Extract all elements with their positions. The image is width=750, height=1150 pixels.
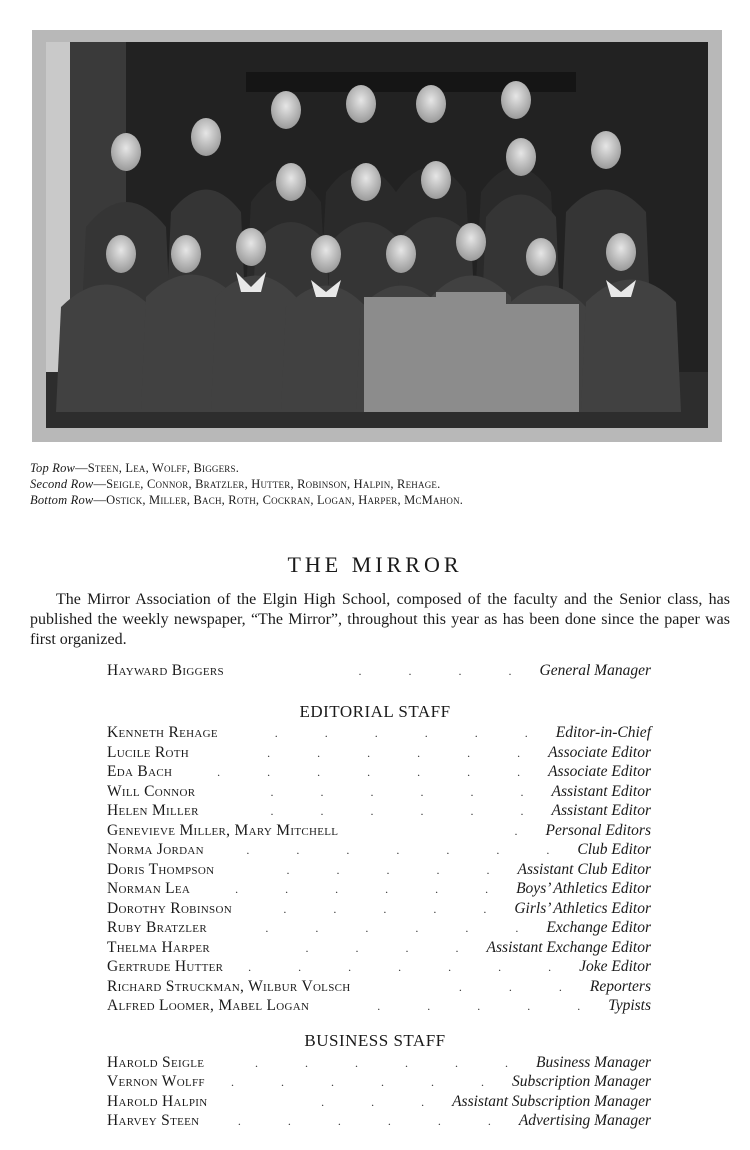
staff-role: Associate Editor	[548, 744, 651, 761]
staff-name: Norman Lea	[107, 880, 191, 897]
leader-dots: . . . . . . .	[248, 960, 574, 974]
editorial-staff-heading: EDITORIAL STAFF	[299, 702, 451, 721]
leader-dots: . . .	[321, 1095, 447, 1109]
leader-dots: . . . . . . .	[217, 765, 543, 779]
staff-role: Assistant Editor	[551, 783, 651, 800]
staff-role: Assistant Exchange Editor	[486, 939, 651, 956]
list-item	[107, 938, 651, 958]
leader-dots: . . . . . .	[230, 1075, 506, 1089]
leader-dots: . . . . . .	[270, 804, 546, 818]
staff-role: Typists	[608, 997, 651, 1014]
list-item	[107, 782, 651, 802]
caption-row-top: Top Row—Steen, Lea, Wolff, Biggers.	[30, 461, 240, 475]
caption-row-bottom: Bottom Row—Ostick, Miller, Bach, Roth, Cockran, Logan, Harper, McMahon.	[30, 493, 464, 507]
staff-name: Doris Thompson	[107, 861, 215, 878]
staff-role: Reporters	[589, 978, 651, 995]
leader-dots: . . . . .	[283, 902, 509, 916]
staff-role: Joke Editor	[579, 958, 651, 975]
leader-dots: . . . . . .	[237, 1114, 513, 1128]
group-photo	[46, 42, 708, 428]
list-item	[107, 1092, 651, 1112]
leader-dots: . . . . . .	[274, 726, 550, 740]
staff-role: Club Editor	[577, 841, 651, 858]
staff-role: Personal Editors	[545, 822, 651, 839]
list-item	[107, 723, 651, 743]
staff-role: Assistant Subscription Manager	[452, 1093, 651, 1110]
staff-role: Girls’ Athletics Editor	[514, 900, 651, 917]
staff-name: Harold Seigle	[107, 1054, 205, 1071]
group-photo-illustration	[46, 42, 708, 428]
leader-dots: . . . . . .	[270, 785, 546, 799]
intro-paragraph: The Mirror Association of the Elgin High School, composed of the faculty and the Senior class, has published the weekly newspaper, “The Mirror”, throughout this year as has been done since the paper was first organized.	[30, 591, 730, 648]
staff-name: Harold Halpin	[107, 1093, 208, 1110]
photo-caption	[30, 460, 730, 508]
staff-role: Exchange Editor	[546, 919, 651, 936]
page-title: THE MIRROR	[287, 552, 463, 577]
staff-role: Assistant Editor	[551, 802, 651, 819]
staff-role: Boys’ Athletics Editor	[516, 880, 651, 897]
staff-name: Helen Miller	[107, 802, 199, 819]
staff-name: Genevieve Miller, Mary Mitchell	[107, 822, 339, 839]
general-manager-row	[107, 661, 651, 681]
staff-role: Editor-in-Chief	[555, 724, 651, 741]
list-item	[107, 860, 651, 880]
leader-dots: . . . . . .	[255, 1056, 531, 1070]
leader-dots: . . . . . .	[267, 746, 543, 760]
staff-name: Hayward Biggers	[107, 662, 224, 679]
staff-role: Subscription Manager	[511, 1073, 651, 1090]
list-item	[107, 840, 651, 860]
list-item	[107, 879, 651, 899]
staff-name: Ruby Bratzler	[107, 919, 207, 936]
leader-dots: . . . . .	[377, 999, 603, 1013]
list-item	[107, 1053, 651, 1073]
staff-name: Lucile Roth	[107, 744, 189, 761]
leader-dots: . . . . . .	[265, 921, 541, 935]
list-item	[107, 1111, 651, 1131]
staff-role: Assistant Club Editor	[517, 861, 651, 878]
list-item	[107, 743, 651, 763]
staff-name: Eda Bach	[107, 763, 173, 780]
list-item	[107, 762, 651, 782]
staff-name: Thelma Harper	[107, 939, 210, 956]
group-photo-frame	[32, 30, 722, 442]
staff-name: Kenneth Rehage	[107, 724, 218, 741]
staff-name: Will Connor	[107, 783, 196, 800]
staff-name: Dorothy Robinson	[107, 900, 232, 917]
staff-name: Gertrude Hutter	[107, 958, 224, 975]
list-item	[107, 957, 651, 977]
staff-name: Richard Struckman, Wilbur Volsch	[107, 978, 351, 995]
staff-role: Advertising Manager	[518, 1112, 651, 1129]
caption-row-second: Second Row—Seigle, Connor, Bratzler, Hutter, Robinson, Halpin, Rehage.	[30, 477, 441, 491]
leader-dots: . . . . .	[286, 863, 512, 877]
staff-name: Vernon Wolff	[107, 1073, 205, 1090]
leader-dots: . . . .	[305, 941, 481, 955]
list-item	[107, 821, 651, 841]
business-staff-heading: BUSINESS STAFF	[304, 1031, 446, 1050]
leader-dots: . . . . . . .	[246, 843, 572, 857]
staff-name: Alfred Loomer, Mabel Logan	[107, 997, 310, 1014]
staff-name: Harvey Steen	[107, 1112, 200, 1129]
leader-dots: . . . .	[358, 664, 534, 678]
leader-dots: . . . . . .	[235, 882, 511, 896]
leader-dots: . . .	[458, 980, 584, 994]
list-item	[107, 801, 651, 821]
list-item	[107, 918, 651, 938]
staff-name: Norma Jordan	[107, 841, 204, 858]
staff-role: Associate Editor	[548, 763, 651, 780]
staff-role: General Manager	[539, 662, 651, 679]
list-item	[107, 977, 651, 997]
leader-dots: .	[514, 824, 540, 838]
list-item	[107, 899, 651, 919]
staff-role: Business Manager	[536, 1054, 651, 1071]
list-item	[107, 996, 651, 1016]
list-item	[107, 1072, 651, 1092]
